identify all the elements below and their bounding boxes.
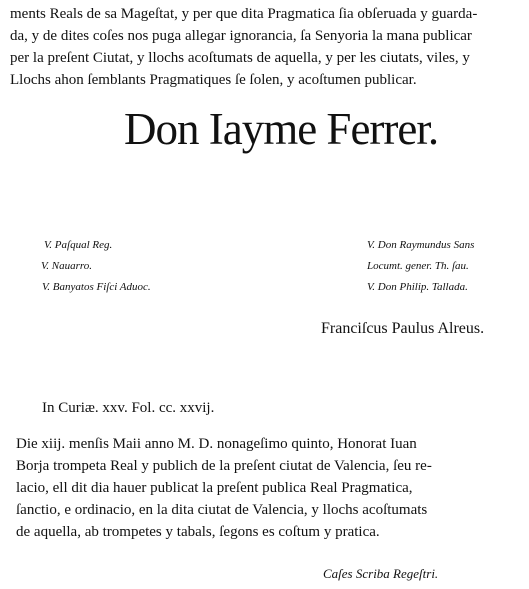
closing-line-4: ſanctio, e ordinacio, en la dita ciutat de Valencia, y llochs acoſtumats	[16, 502, 428, 518]
closing-line-5: de aquella, ab trompetes y tabals, ſegons es coſtum y pratica.	[16, 524, 380, 540]
signatory-right-2: Locumt. gener. Th. ſau.	[367, 260, 469, 272]
signatory-right-3: V. Don Philip. Tallada.	[367, 281, 468, 293]
curia-reference: In Curiæ. xxv. Fol. cc. xxvij.	[42, 400, 215, 416]
closing-line-3: lacio, ell dit dia hauer publicat la preſent publica Real Pragmatica,	[16, 480, 413, 496]
francis-signature-line: Franciſcus Paulus Alreus.	[321, 320, 485, 337]
closing-line-1: Die xiij. menſis Maii anno M. D. nonageſimo quinto, Honorat Iuan	[16, 436, 417, 452]
signatory-left-2: V. Nauarro.	[41, 260, 93, 272]
signatory-left-1: V. Paſqual Reg.	[44, 239, 113, 251]
header-line-2: da, y de dites coſes nos puga allegar ignorancia, ſa Senyoria la mana publicar	[10, 28, 472, 44]
closing-line-2: Borja trompeta Real y publich de la preſent ciutat de Valencia, ſeu re-	[16, 458, 432, 474]
signatory-right-1: V. Don Raymundus Sans	[367, 239, 475, 251]
signatory-left-3: V. Banyatos Fiſci Aduoc.	[42, 281, 151, 293]
document-title: Don Iayme Ferrer.	[124, 104, 439, 154]
header-line-4: Llochs ahon ſemblants Pragmatiques ſe ſolen, y acoſtumen publicar.	[10, 72, 417, 88]
header-line-1: ments Reals de sa Mageſtat, y per que dita Pragmatica ſia obſeruada y guarda-	[10, 6, 478, 22]
header-line-3: per la preſent Ciutat, y llochs acoſtumats de aquella, y per les ciutats, viles, y	[10, 50, 470, 66]
scriba-signature: Caſes Scriba Regeſtri.	[323, 566, 439, 581]
